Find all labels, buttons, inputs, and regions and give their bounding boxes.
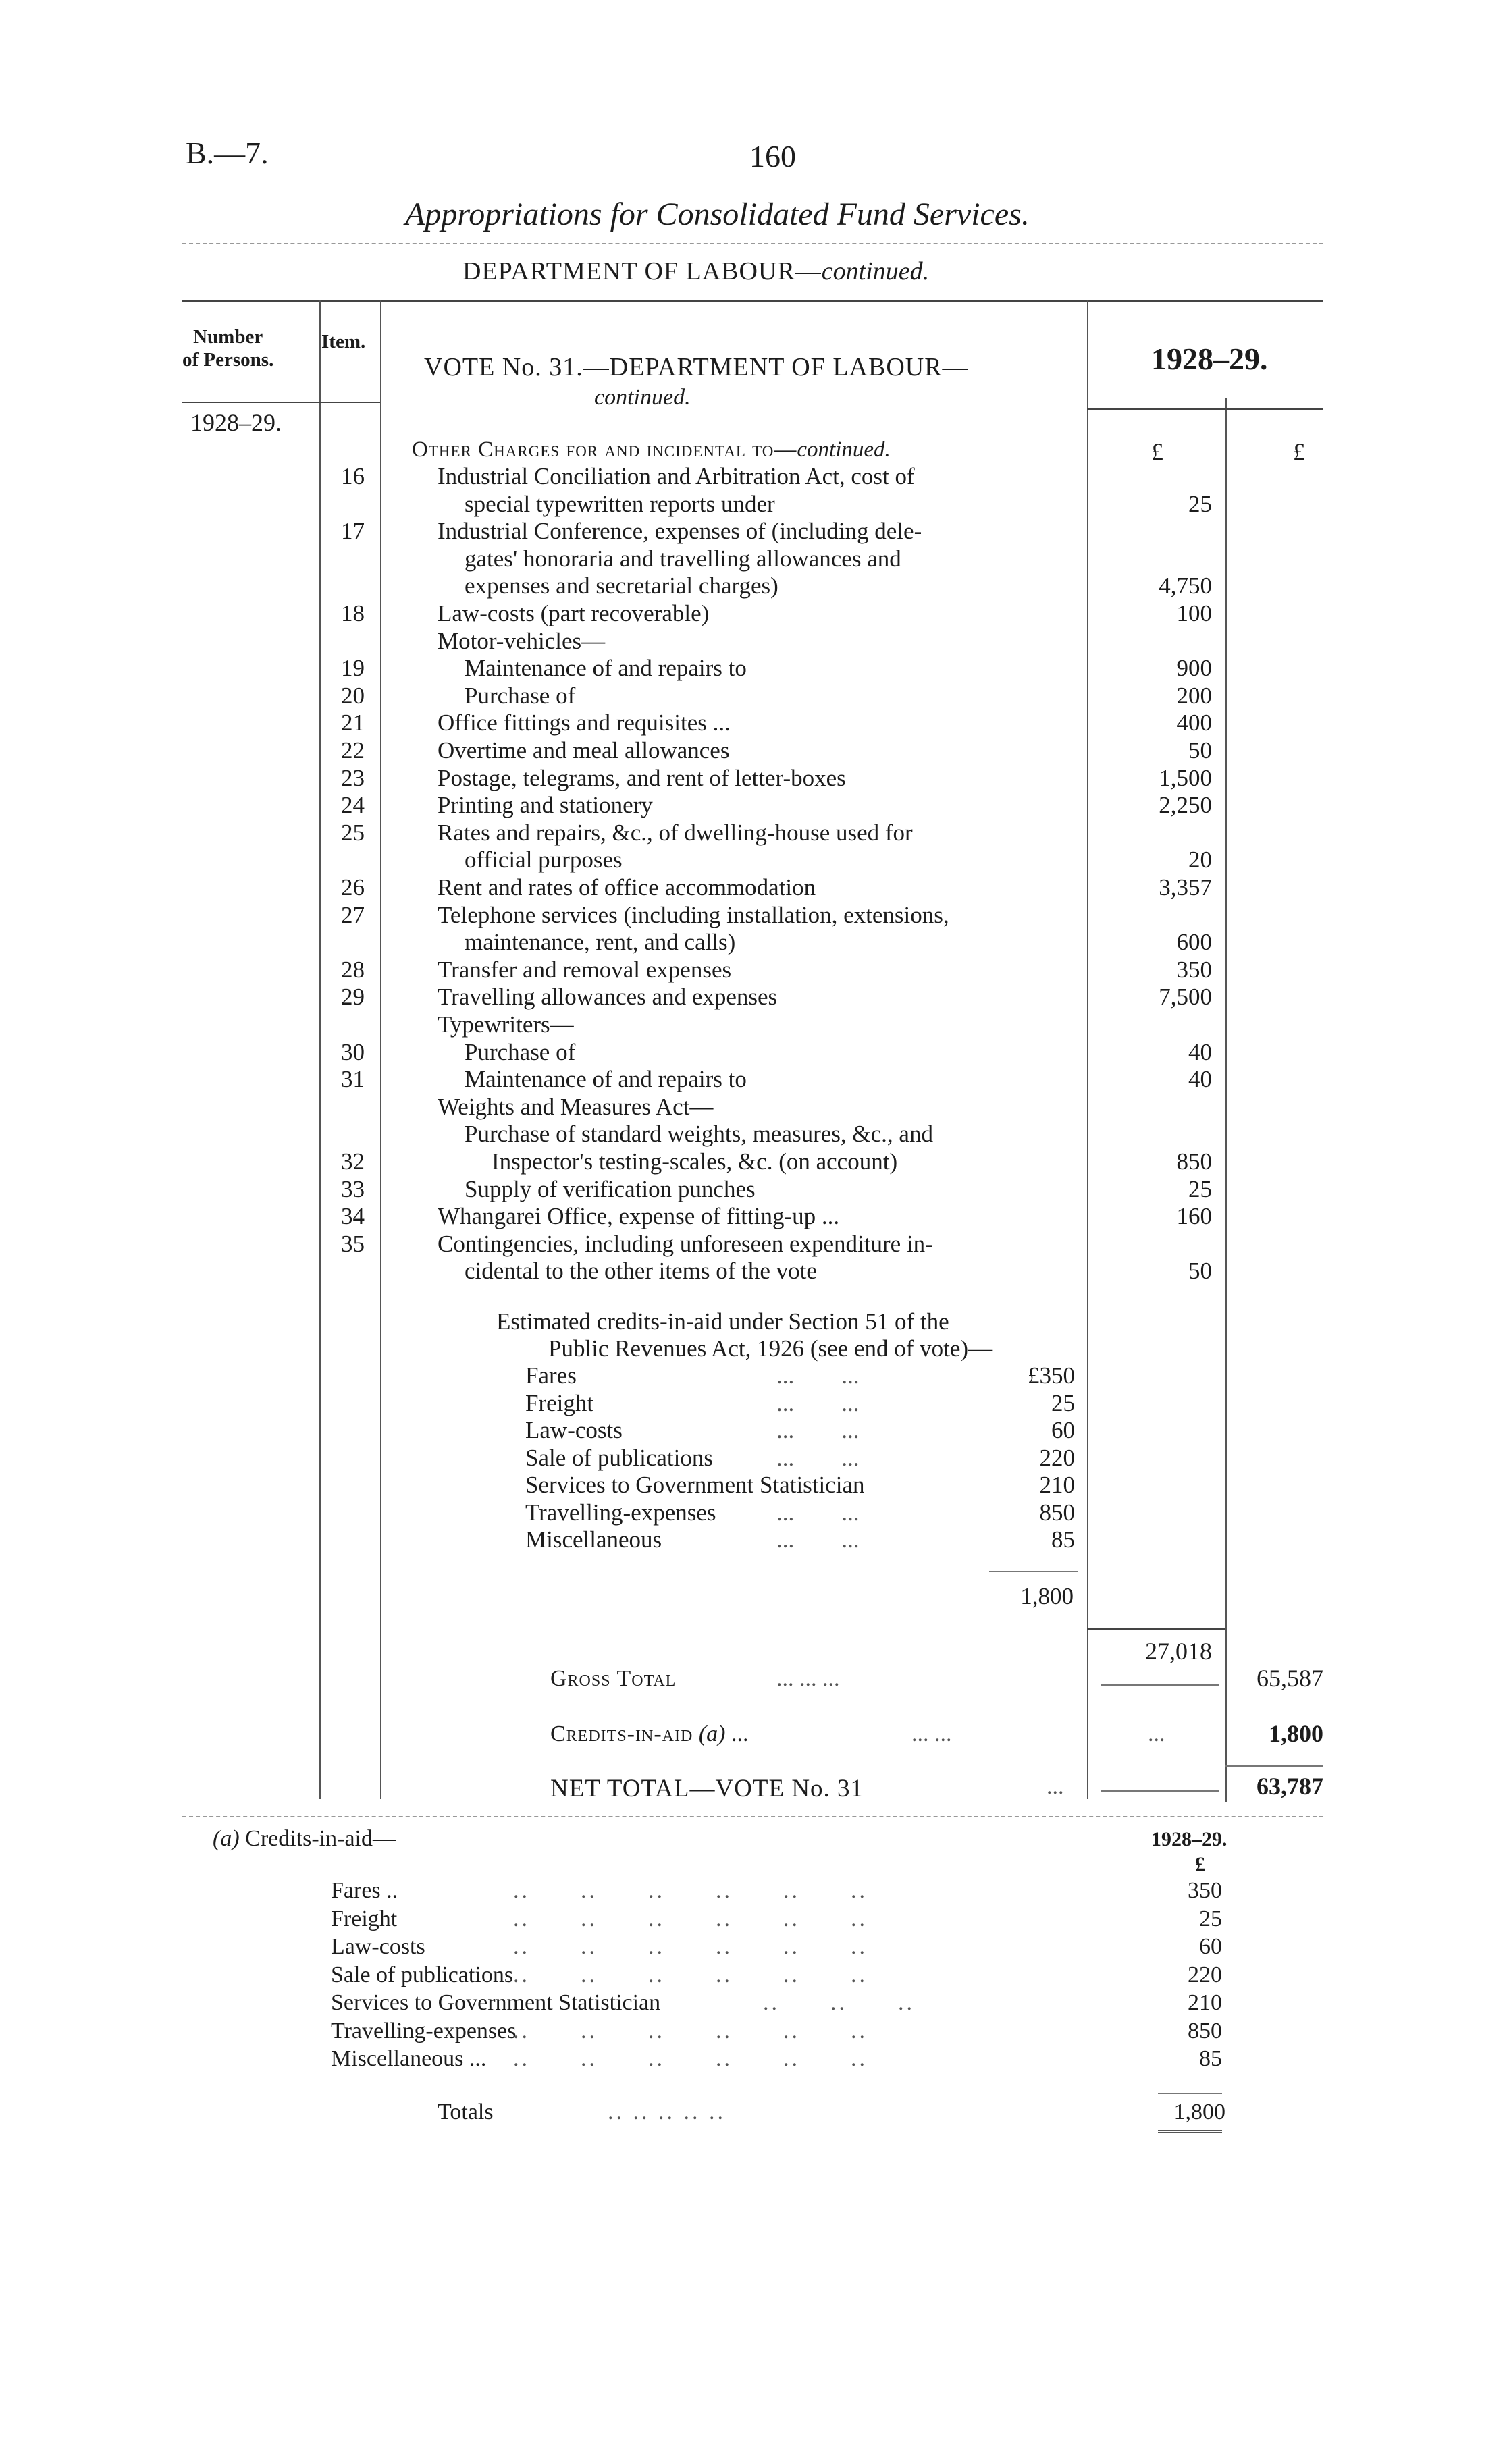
column-divider-amount [1087, 300, 1088, 1799]
credits-in-aid-label: Credits-in-aid (a) ... [550, 1721, 749, 1746]
item-description: Office fittings and requisites ... [438, 709, 731, 736]
vote-title: VOTE No. 31.—DEPARTMENT OF LABOUR— [424, 353, 969, 381]
page-title: Appropriations for Consolidated Fund Services. [405, 196, 1030, 232]
item-amount: 40 [1188, 1066, 1212, 1093]
footnote-amount: 60 [1199, 1934, 1222, 1959]
item-number: 17 [341, 518, 365, 545]
footnote-amount: 210 [1188, 1990, 1222, 2015]
item-description: Telephone services (including installation, extensions, [438, 901, 949, 928]
subtotal-rule [1087, 1628, 1225, 1630]
section-heading: Other Charges for and incidental to—continued. [412, 437, 891, 462]
credit-label: Freight [525, 1389, 594, 1416]
leader-dots: .. .. .. .. .. .. [513, 1878, 868, 1903]
item-amount: 600 [1176, 929, 1212, 956]
item-number: 19 [341, 655, 365, 682]
leader-dots: ... ... [776, 1499, 860, 1526]
item-description: Postage, telegrams, and rent of letter-boxes [438, 764, 846, 791]
item-description: Typewriters— [438, 1011, 574, 1038]
credit-amount: 210 [1039, 1472, 1075, 1498]
credit-label: Law-costs [525, 1417, 623, 1443]
table-bottom-rule [182, 1816, 1323, 1817]
footnote-label: Travelling-expenses [331, 2018, 517, 2043]
item-amount: 50 [1188, 1258, 1212, 1285]
leader-dots: .. .. .. .. .. .. [513, 1906, 868, 1931]
credit-amount: 850 [1039, 1499, 1075, 1526]
document-code: B.—7. [186, 136, 269, 170]
footnote-amount: 850 [1188, 2018, 1222, 2043]
item-description: official purposes [465, 847, 623, 874]
footnote-heading: (a) Credits-in-aid— [213, 1826, 396, 1851]
credits-in-aid-dots: ... ... [911, 1721, 952, 1746]
leader-dots: ... ... [776, 1417, 860, 1443]
item-description: Rent and rates of office accommodation [438, 874, 816, 901]
credit-label: Miscellaneous [525, 1526, 662, 1553]
column-header-item: Item. [321, 331, 366, 352]
item-amount: 200 [1176, 682, 1212, 709]
item-description: Industrial Conference, expenses of (including dele- [438, 518, 922, 545]
item-number: 22 [341, 737, 365, 764]
item-description: Maintenance of and repairs to [465, 1066, 747, 1093]
item-description: special typewritten reports under [465, 490, 775, 517]
item-amount: 2,250 [1159, 792, 1212, 819]
credit-label: Travelling-expenses [525, 1499, 716, 1526]
leader-dots: ... ... [776, 1526, 860, 1553]
item-description: Supply of verification punches [465, 1175, 756, 1202]
footnote-label: Fares .. [331, 1878, 398, 1903]
column-divider-item [380, 300, 381, 1799]
leader-dots: .. .. .. .. .. .. [513, 2018, 868, 2043]
item-amount: 350 [1176, 956, 1212, 983]
item-amount: 900 [1176, 655, 1212, 682]
item-description: maintenance, rent, and calls) [465, 929, 736, 956]
footnote-amount: 350 [1188, 1878, 1222, 1903]
table-top-rule [182, 300, 1323, 302]
footnote-label: Miscellaneous ... [331, 2046, 487, 2071]
item-number: 21 [341, 709, 365, 736]
item-description: Rates and repairs, &c., of dwelling-house used for [438, 819, 913, 846]
item-description: Purchase of [465, 682, 576, 709]
leader-dots: ... ... [776, 1362, 860, 1389]
item-amount: 25 [1188, 1175, 1212, 1202]
credits-total: 1,800 [1020, 1583, 1074, 1609]
item-description: Inspector's testing-scales, &c. (on account) [492, 1148, 898, 1175]
item-description: Contingencies, including unforeseen expenditure in- [438, 1230, 933, 1257]
pound-symbol-total: £ [1293, 438, 1305, 465]
item-description: Maintenance of and repairs to [465, 655, 747, 682]
footnote-year: 1928–29. [1151, 1828, 1227, 1850]
header-rule [182, 243, 1323, 244]
persons-header-rule [182, 402, 380, 403]
credit-amount: 25 [1051, 1389, 1075, 1416]
item-amount: 7,500 [1159, 984, 1212, 1011]
pound-symbol-amount: £ [1151, 438, 1163, 465]
item-amount: 850 [1176, 1148, 1212, 1175]
footnote-amount: 220 [1188, 1962, 1222, 1987]
credit-amount: 220 [1039, 1444, 1075, 1471]
item-description: Purchase of standard weights, measures, &c., and [465, 1121, 933, 1148]
leader-dots: .. .. .. .. .. .. [513, 2046, 868, 2071]
item-number: 16 [341, 463, 365, 489]
item-description: Motor-vehicles— [438, 627, 606, 654]
item-number: 32 [341, 1148, 365, 1175]
column-header-persons: Number of Persons. [182, 326, 274, 371]
footnote-label: Freight [331, 1906, 398, 1931]
gross-total-amount: 65,587 [1257, 1665, 1323, 1692]
gross-total-dots: ... ... ... [776, 1666, 840, 1691]
column-header-year: 1928–29. [1151, 342, 1268, 376]
footnote-pound: £ [1195, 1853, 1205, 1875]
item-description: expenses and secretarial charges) [465, 572, 778, 599]
credit-label: Fares [525, 1362, 577, 1389]
footnote-amount: 25 [1199, 1906, 1222, 1931]
item-amount: 1,500 [1159, 764, 1212, 791]
credit-amount: £350 [1028, 1362, 1075, 1389]
leader-dots: .. .. .. .. .. .. [513, 1934, 868, 1959]
footnote-totals-amount: 1,800 [1173, 2099, 1225, 2124]
item-number: 30 [341, 1038, 365, 1065]
leader-dots: ... ... [776, 1444, 860, 1471]
leader-dots: .. .. .. .. .. .. [513, 1962, 868, 1987]
credit-amount: 85 [1051, 1526, 1075, 1553]
subtotal-amount: 27,018 [1145, 1638, 1212, 1665]
department-heading: DEPARTMENT OF LABOUR—continued. [462, 257, 930, 286]
amount-header-rule [1087, 408, 1323, 410]
item-description: Weights and Measures Act— [438, 1093, 714, 1120]
credits-in-aid-amount: 1,800 [1269, 1720, 1323, 1747]
item-amount: 25 [1188, 490, 1212, 517]
item-amount: 400 [1176, 709, 1212, 736]
footnote-amount: 85 [1199, 2046, 1222, 2071]
credit-label: Sale of publications [525, 1444, 714, 1471]
page-number: 160 [749, 139, 796, 173]
net-total-dots: ... [1047, 1774, 1064, 1799]
item-number: 25 [341, 819, 365, 846]
column-divider-total [1225, 398, 1227, 1802]
persons-year: 1928–29. [190, 409, 282, 436]
item-description: Travelling allowances and expenses [438, 984, 778, 1011]
credits-intro-line2: Public Revenues Act, 1926 (see end of vote)— [548, 1335, 993, 1362]
footnote-double-rule [1158, 2130, 1222, 2133]
footnote-label: Sale of publications [331, 1962, 514, 1987]
item-number: 34 [341, 1203, 365, 1230]
item-amount: 3,357 [1159, 874, 1212, 901]
item-number: 28 [341, 956, 365, 983]
credits-sum-rule [989, 1571, 1078, 1572]
item-number: 27 [341, 901, 365, 928]
credits-intro-line1: Estimated credits-in-aid under Section 51 of the [496, 1308, 949, 1335]
footnote-label: Services to Government Statistician [331, 1990, 661, 2015]
item-amount: 100 [1176, 600, 1212, 626]
footnote-sum-rule [1158, 2093, 1222, 2094]
item-number: 29 [341, 984, 365, 1011]
item-number: 31 [341, 1066, 365, 1093]
item-number: 26 [341, 874, 365, 901]
item-number: 24 [341, 792, 365, 819]
gross-total-label: Gross Total [550, 1666, 677, 1691]
item-description: Transfer and removal expenses [438, 956, 732, 983]
footnote-label: Law-costs [331, 1934, 425, 1959]
credit-label: Services to Government Statistician [525, 1472, 865, 1498]
item-number: 20 [341, 682, 365, 709]
net-total-amount: 63,787 [1257, 1773, 1323, 1800]
item-description: cidental to the other items of the vote [465, 1258, 817, 1285]
footnote-totals-label: Totals [438, 2099, 494, 2124]
item-number: 35 [341, 1230, 365, 1257]
item-description: Law-costs (part recoverable) [438, 600, 710, 626]
leader-dots: .. .. .. [763, 1990, 915, 2015]
leader-dots: ... ... [776, 1389, 860, 1416]
vote-title-continued: continued. [594, 385, 691, 410]
item-description: Whangarei Office, expense of fitting-up ... [438, 1203, 840, 1230]
item-description: Purchase of [465, 1038, 576, 1065]
item-number: 18 [341, 600, 365, 626]
item-description: Overtime and meal allowances [438, 737, 730, 764]
net-total-label: NET TOTAL—VOTE No. 31 [550, 1775, 864, 1802]
item-description: gates' honoraria and travelling allowances and [465, 545, 901, 572]
credits-in-aid-mid-dots: ... [1148, 1721, 1165, 1746]
item-description: Printing and stationery [438, 792, 653, 819]
footnote-totals-dots: .. .. .. .. .. [608, 2099, 726, 2124]
item-description: Industrial Conciliation and Arbitration Act, cost of [438, 463, 915, 489]
item-amount: 20 [1188, 847, 1212, 874]
net-total-top-rule [1225, 1765, 1323, 1767]
column-divider-persons [319, 300, 321, 1799]
item-amount: 160 [1176, 1203, 1212, 1230]
credit-amount: 60 [1051, 1417, 1075, 1443]
item-amount: 40 [1188, 1038, 1212, 1065]
item-amount: 50 [1188, 737, 1212, 764]
item-amount: 4,750 [1159, 572, 1212, 599]
item-number: 33 [341, 1175, 365, 1202]
item-number: 23 [341, 764, 365, 791]
